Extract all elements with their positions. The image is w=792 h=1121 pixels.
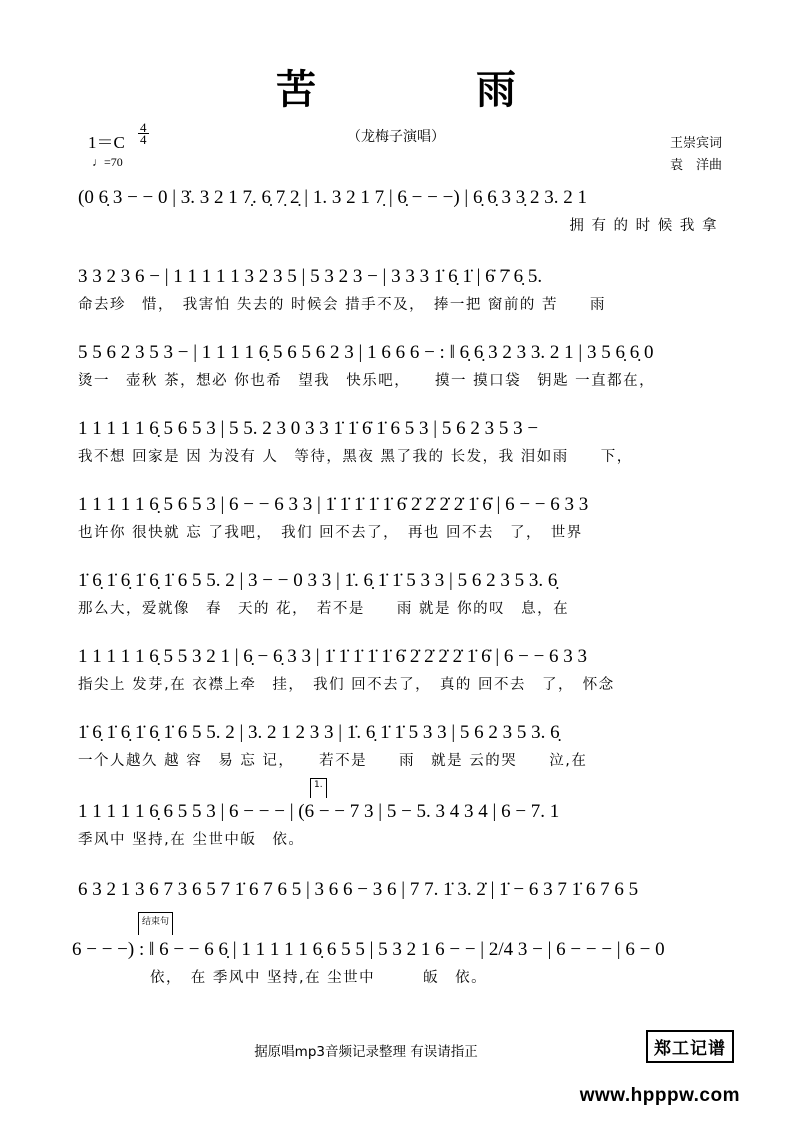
music-system-2 — [78, 262, 718, 316]
transcription-note: 据原唱mp3音频记录整理 有误请指正 — [254, 1044, 478, 1060]
lyrics-line: 依， 在 季风中 坚持,在 尘世中 皈 依。 — [150, 970, 488, 986]
music-system-1 — [78, 183, 718, 237]
lyrics-line: 季风中 坚持,在 尘世中皈 依。 — [78, 832, 305, 848]
key-signature: 1＝C — [88, 133, 125, 152]
composer-credit: 袁 洋曲 — [669, 157, 722, 172]
tempo-marking: ♩=70 — [92, 155, 123, 169]
notation-line: 1 1 1 1 1 6̣ 6 5 5 3 | 6 − − − | (6 − − 7 3 | 5 − 5. 3 4 3 4 | 6 − 7. 1 — [78, 801, 560, 822]
notation-line: 6 3 2 1 3 6 7 3 6 5 7 1̇ 6 7 6 5 | 3 6 6 − 3 6 | 7 7. 1̇ 3. 2̇ | 1̇ − 6 3 7 1̇ 6 7 6 5 — [78, 879, 639, 900]
notation-line: 1 1 1 1 1 6̣ 5 6 5 3 | 6 − − 6 3 3 | 1̇ 1̇ 1̇ 1̇ 1̇ 6̇ 2̇ 2̇ 2̇ 2̇ 1̇ 6̇ | 6 − − 6 3 3 — [78, 494, 589, 515]
lyrics-line: 拥 有 的 时 候 我 拿 — [569, 218, 718, 234]
page-title: 苦 雨 — [276, 67, 576, 113]
notation-line: 1̇ 6̣ 1̇ 6̣ 1̇ 6̣ 1̇ 6 5 5. 2 | 3 − − 0 3 3 | 1̇. 6̣ 1̇ 1̇ 5 3 3 | 5 6 2 3 5 3. 6̣ — [78, 570, 558, 591]
transcriber-stamp: 郑工记谱 — [646, 1030, 734, 1063]
time-signature-denominator: 4 — [140, 132, 147, 147]
notation-line: 5 5 6 2 3 5 3 − | 1 1 1 1 6̣ 5 6 5 6 2 3 | 1 6 6 6 − : ‖ 6̣ 6̣ 3 2 3 3. 2 1 | 3 5 6̣ 6̣ 0 — [78, 342, 654, 363]
music-system-11 — [72, 935, 712, 989]
notation-line: 3 3 2 3 6 − | 1 1 1 1 1 3 2 3 5 | 5 3 2 3 − | 3 3 3 1̇ 6̣ 1̇ | 6̇ 7̇ 6̣ 5. — [78, 266, 543, 287]
lyrics-line: 一个人越久 越 容 易 忘 记， 若不是 雨 就是 云的哭 泣,在 — [78, 753, 588, 769]
music-system-9 — [78, 797, 718, 851]
lyrics-line: 命去珍 惜， 我害怕 失去的 时候会 措手不及， 捧一把 窗前的 苦 雨 — [78, 297, 607, 313]
lyrics-line: 也许你 很快就 忘 了我吧， 我们 回不去了， 再也 回不去 了， 世界 — [78, 525, 583, 541]
time-signature-numerator: 4 — [140, 120, 147, 135]
time-signature — [138, 122, 149, 145]
first-ending-bracket: 1. — [310, 778, 327, 798]
lyrics-line: 我不想 回家是 因 为没有 人 等待，黑夜 黑了我的 长发，我 泪如雨 下， — [78, 449, 633, 465]
notation-line: 1̇ 6̣ 1̇ 6̣ 1̇ 6̣ 1̇ 6 5 5. 2 | 3. 2 1 2 3 3 | 1̇. 6̣ 1̇ 1̇ 5 3 3 | 5 6 2 3 5 3. 6̣ — [78, 722, 560, 743]
notation-line: 6 − − −) : ‖ 6 − − 6 6̣ | 1 1 1 1 1 6̣ 6 5 5 | 5 3 2 1 6 − − | 2/4 3 − | 6 − − − | 6 − 0 — [72, 939, 665, 960]
lyrics-line: 烫一 壶秋 茶，想必 你也希 望我 快乐吧， 摸一 摸口袋 钥匙 一直都在， — [78, 373, 656, 389]
music-system-7 — [78, 642, 718, 696]
music-system-8 — [78, 718, 718, 772]
music-system-5 — [78, 490, 718, 544]
lyrics-line: 那么大，爱就像 春 天的 花， 若不是 雨 就是 你的叹 息，在 — [78, 601, 570, 617]
lyricist-credit: 王崇宾词 — [669, 135, 722, 150]
notation-line: 1 1 1 1 1 6̣ 5 5 3 2 1 | 6̣ − 6̣ 3 3 | 1̇ 1̇ 1̇ 1̇ 1̇ 6̇ 2̇ 2̇ 2̇ 2̇ 1̇ 6̇ | 6 − − 6 3 3 — [78, 646, 588, 667]
credits — [670, 132, 722, 176]
music-system-3 — [78, 338, 718, 392]
music-system-4 — [78, 414, 718, 468]
lyrics-line: 指尖上 发芽,在 衣襟上牵 挂， 我们 回不去了， 真的 回不去 了， 怀念 — [78, 677, 615, 693]
notation-line: 1 1 1 1 1 6̣ 5 6 5 3 | 5 5. 2 3 0 3 3 1̇ 1̇ 6̇ 1̇ 6 5 3 | 5 6 2 3 5 3 − — [78, 418, 539, 439]
website-url: www.hpppw.com — [579, 1085, 740, 1106]
coda-bracket: 结束句 — [138, 912, 173, 935]
music-system-10 — [78, 875, 718, 905]
notation-line: (0 6̣ 3 − − 0 | 3̇. 3 2 1 7̣. 6̣ 7̣ 2̣ | 1. 3 2 1 7̣ | 6̣ − − −) | 6̣ 6̣ 3 3̣ 2 3. 2 1 — [78, 187, 587, 208]
music-system-6 — [78, 566, 718, 620]
singer-credit: （龙梅子演唱） — [347, 128, 445, 144]
